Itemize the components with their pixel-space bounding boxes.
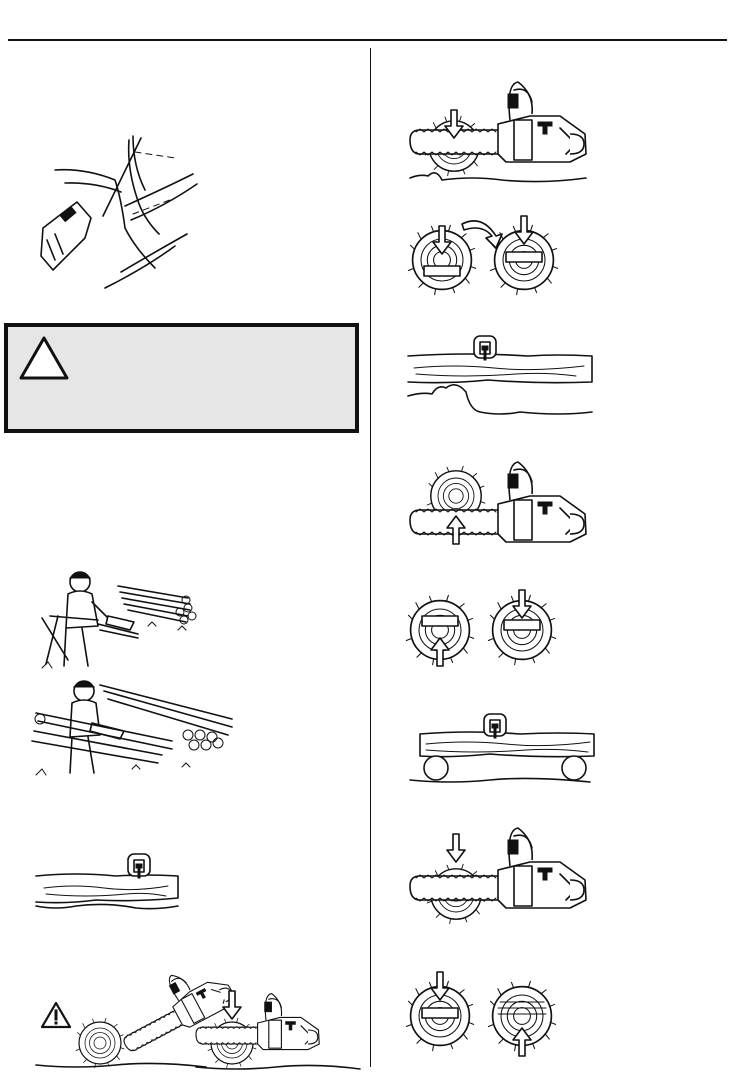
saw-cut-up-icon (408, 460, 598, 556)
header-rule (8, 39, 727, 41)
kickback-pinch-icon (36, 985, 366, 1073)
log-pile-operator-icon (32, 677, 242, 782)
log-two-supports-icon (410, 710, 600, 788)
warning-triangle-icon (18, 335, 70, 381)
log-on-ground-figure (36, 850, 186, 912)
saw-cut-down-second-figure (408, 822, 598, 922)
saw-cut-down-icon (408, 88, 588, 188)
branch-cutting-figure (25, 128, 215, 298)
saw-cut-down-figure (408, 88, 588, 188)
column-divider (370, 48, 371, 1067)
saw-cutting-branch-icon (25, 128, 215, 298)
log-pile-figure (32, 677, 242, 782)
cross-section-down-up-icon (410, 972, 560, 1058)
saw-cut-down-second-icon (408, 822, 598, 922)
cross-section-down-up-figure (410, 972, 560, 1058)
cross-section-up-down-figure (410, 590, 560, 680)
log-two-supports-figure (410, 710, 600, 788)
sawhorse-figure (38, 568, 208, 673)
sawhorse-operator-icon (38, 568, 208, 673)
saw-cut-up-figure (408, 460, 598, 556)
cross-section-rotate-figure (412, 210, 562, 300)
kickback-figure (36, 985, 366, 1073)
cross-section-rotate-icon (412, 210, 562, 300)
log-unsupported-figure (408, 334, 598, 418)
warning-box (4, 323, 359, 433)
cross-section-up-down-icon (410, 590, 560, 680)
log-unsupported-icon (408, 334, 598, 418)
log-bar-on-top-icon (36, 850, 186, 912)
